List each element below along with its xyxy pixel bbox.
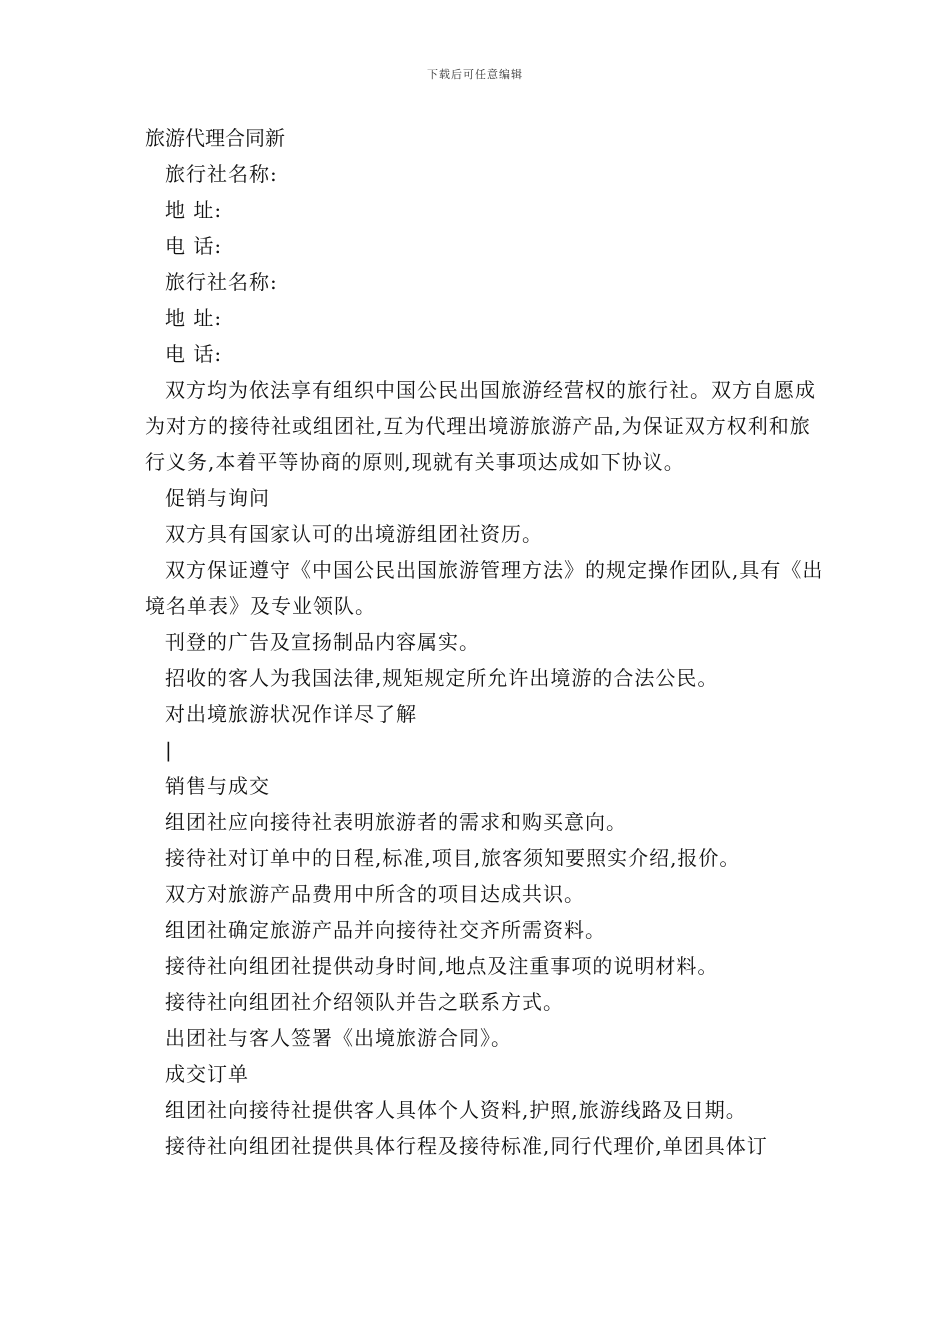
document-body xyxy=(145,120,825,1164)
party-b-address-label: 地 址: xyxy=(165,306,223,330)
clause-item: 双方保证遵守《中国公民出国旅游管理方法》的规定操作团队,具有《出境名单表》及专业领队。 xyxy=(145,558,824,618)
clause-item: 接待社向组团社介绍领队并告之联系方式。 xyxy=(165,990,564,1014)
page-header-note: 下载后可任意编辑 xyxy=(427,68,523,81)
section-heading-sales: 销售与成交 xyxy=(165,774,270,798)
document-title: 旅游代理合同新 xyxy=(145,126,285,150)
party-a-name-label: 旅行社名称: xyxy=(165,162,278,186)
party-a-address-label: 地 址: xyxy=(165,198,223,222)
party-b-name-label: 旅行社名称: xyxy=(165,270,278,294)
party-b-phone-label: 电 话: xyxy=(165,342,223,366)
clause-item: 招收的客人为我国法律,规矩规定所允许出境游的合法公民。 xyxy=(165,666,719,690)
clause-item: 组团社应向接待社表明旅游者的需求和购买意向。 xyxy=(165,810,627,834)
clause-item: 组团社向接待社提供客人具体个人资料,护照,旅游线路及日期。 xyxy=(165,1098,747,1122)
text-cursor-mark: | xyxy=(165,738,173,762)
section-heading-order: 成交订单 xyxy=(165,1062,249,1086)
clause-item: 对出境旅游状况作详尽了解 xyxy=(165,702,417,726)
clause-item: 出团社与客人签署《出境旅游合同》。 xyxy=(165,1026,512,1050)
clause-item: 接待社向组团社提供具体行程及接待标准,同行代理价,单团具体订 xyxy=(165,1134,768,1158)
section-heading-promotion: 促销与询问 xyxy=(165,486,270,510)
intro-paragraph: 双方均为依法享有组织中国公民出国旅游经营权的旅行社。双方自愿成为对方的接待社或组团社,互为代理出境游旅游产品,为保证双方权利和旅行义务,本着平等协商的原则,现就有关事项达成如下协议。 xyxy=(145,378,816,474)
clause-item: 组团社确定旅游产品并向接待社交齐所需资料。 xyxy=(165,918,606,942)
clause-item: 刊登的广告及宣扬制品内容属实。 xyxy=(165,630,480,654)
party-a-phone-label: 电 话: xyxy=(165,234,223,258)
clause-item: 接待社向组团社提供动身时间,地点及注重事项的说明材料。 xyxy=(165,954,719,978)
clause-item: 接待社对订单中的日程,标准,项目,旅客须知要照实介绍,报价。 xyxy=(165,846,741,870)
clause-item: 双方具有国家认可的出境游组团社资历。 xyxy=(165,522,543,546)
clause-item: 双方对旅游产品费用中所含的项目达成共识。 xyxy=(165,882,585,906)
